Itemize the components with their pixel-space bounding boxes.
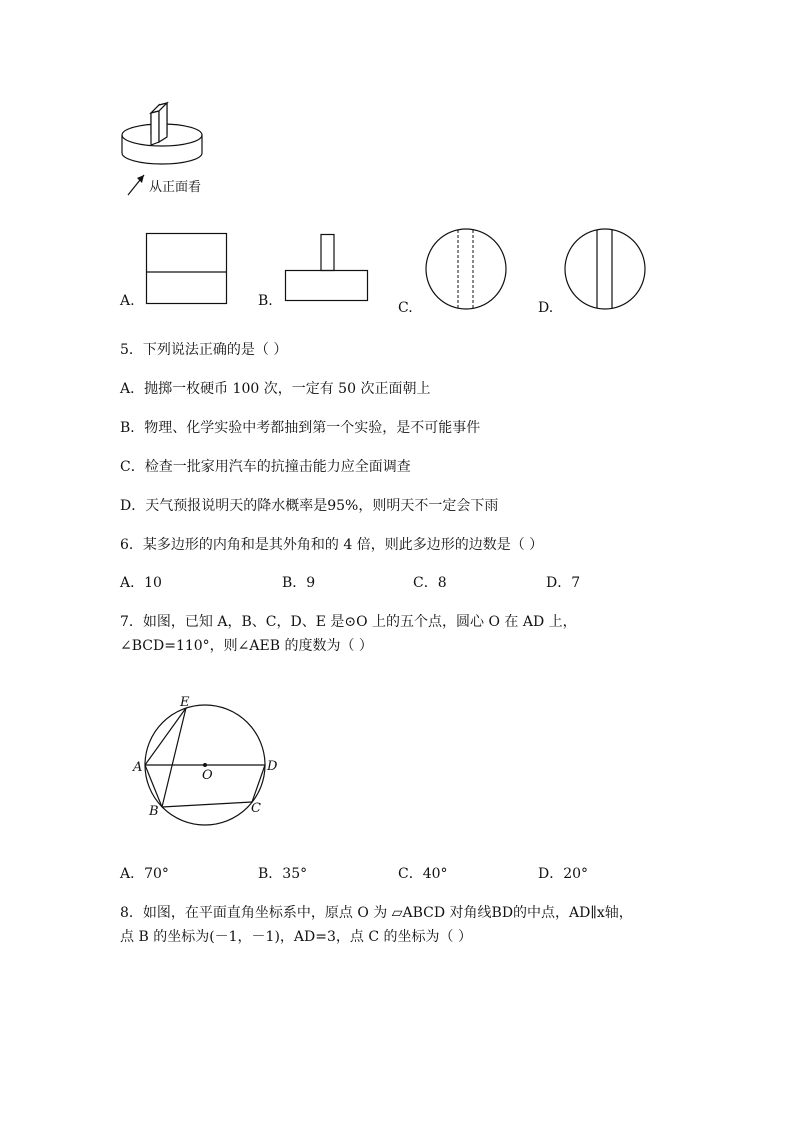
q5-option-b: B．物理、化学实验中考都抽到第一个实验，是不可能事件 <box>120 420 481 436</box>
option-b-letter: B. <box>258 293 273 309</box>
point-label-o: O <box>202 768 213 783</box>
view-caption: 从正面看 <box>149 180 202 195</box>
q6-stem: 6．某多边形的内角和是其外角和的 4 倍，则此多边形的边数是（ ） <box>120 537 544 553</box>
q8-line1: 8．如图，在平面直角坐标系中，原点 O 为 ▱ABCD 对角线BD的中点，AD∥x轴， <box>120 905 633 921</box>
q7-option-a: A．70° <box>120 866 169 882</box>
option-a-figure <box>146 233 228 305</box>
q7-option-d: D．20° <box>538 866 589 882</box>
q5-option-a: A．抛掷一枚硬币 100 次，一定有 50 次正面朝上 <box>120 381 431 397</box>
option-d-figure <box>564 228 646 310</box>
q7-line1: 7．如图，已知 A，B、C，D、E 是⊙O 上的五个点，圆心 O 在 AD 上， <box>120 614 577 630</box>
q6-option-b: B．9 <box>282 575 316 591</box>
q5-stem: 5．下列说法正确的是（ ） <box>120 342 288 358</box>
q8-line2: 点 B 的坐标为(－1，－1)，AD=3，点 C 的坐标为（ ） <box>120 929 472 945</box>
q6-option-d: D．7 <box>546 575 581 591</box>
option-c-figure <box>425 228 507 310</box>
point-label-d: D <box>267 759 278 774</box>
q5-option-c: C．检查一批家用汽车的抗撞击能力应全面调查 <box>120 459 411 475</box>
point-label-c: C <box>251 801 261 816</box>
q5-option-d: D．天气预报说明天的降水概率是95%，则明天不一定会下雨 <box>120 498 499 514</box>
point-label-a: A <box>133 760 143 775</box>
option-a-letter: A. <box>120 293 135 309</box>
q6-option-c: C．8 <box>413 575 447 591</box>
q7-line2: ∠BCD=110°，则∠AEB 的度数为（ ） <box>120 638 373 654</box>
q6-option-a: A．10 <box>120 575 162 591</box>
point-label-b: B <box>149 804 159 819</box>
option-d-letter: D. <box>538 300 554 316</box>
option-c-letter: C. <box>398 300 413 316</box>
q7-option-b: B．35° <box>258 866 308 882</box>
point-label-e: E <box>180 695 190 710</box>
option-b-figure <box>285 234 369 302</box>
q7-option-c: C．40° <box>398 866 448 882</box>
